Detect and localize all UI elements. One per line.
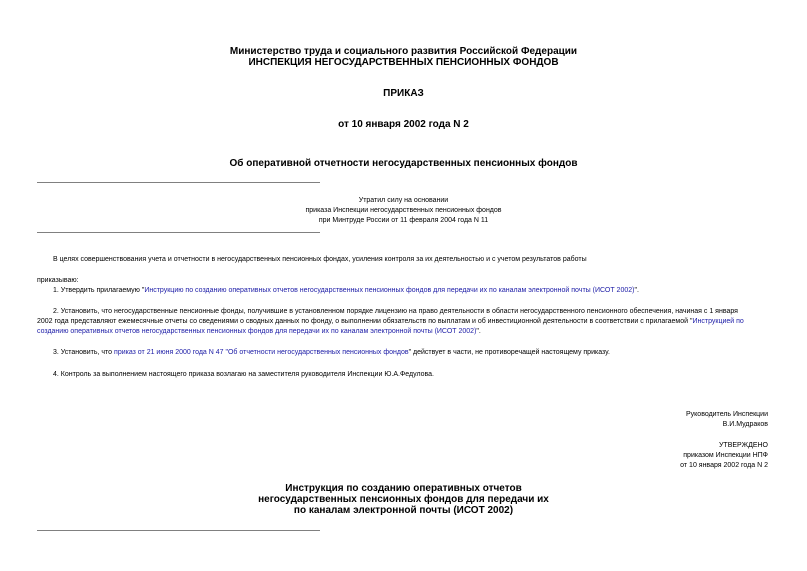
item-4-text: 4. Контроль за выполнением настоящего приказа возлагаю на заместителя руководителя Инспекции Ю.А.Федулова. [53,371,434,378]
signature-name: В.И.Мудраков [722,421,768,428]
preamble-text: В целях совершенствования учета и отчетности в негосударственных пенсионных фондах, усиления контроля за их деятельностью и с учетом результатов работы [53,256,587,263]
item-3-prefix: 3. Установить, что [53,349,115,356]
divider-top [37,182,320,183]
inspection-name: ИНСПЕКЦИЯ НЕГОСУДАРСТВЕННЫХ ПЕНСИОННЫХ ФОНДОВ [248,57,559,68]
approved-date: от 10 января 2002 года N 2 [680,462,768,469]
lost-force-line3: при Минтруде России от 11 февраля 2004 года N 11 [318,217,489,224]
instruction-title-line3: по каналам электронной почты (ИСОТ 2002) [293,505,514,516]
item-2-suffix: ". [476,328,481,335]
item-2-line-1 [37,307,772,317]
divider-mid [37,232,320,233]
instruction-title-line2: негосударственных пенсионных фондов для передачи их [258,494,549,505]
preamble-paragraph [37,255,772,265]
signature-position: Руководитель Инспекции [685,411,768,418]
order-47-link[interactable]: приказ от 21 июня 2000 года N 47 "Об отчетности негосударственных пенсионных фондов [114,349,409,356]
approved-label: УТВЕРЖДЕНО [718,442,768,449]
divider-bottom [37,530,320,531]
item-1 [37,286,772,296]
ministry-name: Министерство труда и социального развития Российской Федерации [229,46,578,57]
instruction-link-2a[interactable]: Инструкцией по [692,318,744,325]
item-2-text-1: 2. Установить, что негосударственные пенсионные фонды, получившие в установленном порядке лицензию на право деятельности в области негосударственного пенсионного обеспечения, начиная с 1 января [53,308,738,315]
item-2-line-3 [37,327,772,337]
doc-date-number: от 10 января 2002 года N 2 [338,119,469,130]
item-3-suffix: " действует в части, не противоречащей настоящему приказу. [408,349,610,356]
doc-type: ПРИКАЗ [383,88,424,99]
item-2-line-2 [37,317,772,327]
item-1-suffix: ". [634,287,639,294]
instruction-link-2b[interactable]: созданию оперативных отчетов негосударственных пенсионных фондов для передачи их по каналам электронной почты (ИСОТ 2002) [37,328,477,335]
lost-force-line1: Утратил силу на основании [358,197,449,204]
instruction-link[interactable]: Инструкцию по созданию оперативных отчетов негосударственных пенсионных фондов для передачи их по каналам электронной почты (ИСОТ 2002) [144,287,635,294]
instruction-title-line1: Инструкция по созданию оперативных отчетов [285,483,522,494]
item-1-prefix: 1. Утвердить прилагаемую " [53,287,145,294]
item-3 [37,348,772,358]
order-word: приказываю: [37,277,79,284]
doc-title: Об оперативной отчетности негосударственных пенсионных фондов [229,158,578,169]
lost-force-line2: приказа Инспекции негосударственных пенсионных фондов [305,207,502,214]
item-2-text-2: 2002 года представляют ежемесячные отчеты со сведениями о сводных данных по фонду, о выполнении обязательств по выплатам и об инвестиционной деятельности в соответствии с прилагаемой " [37,318,693,325]
approved-by: приказом Инспекции НПФ [683,452,768,459]
item-4 [37,370,772,380]
